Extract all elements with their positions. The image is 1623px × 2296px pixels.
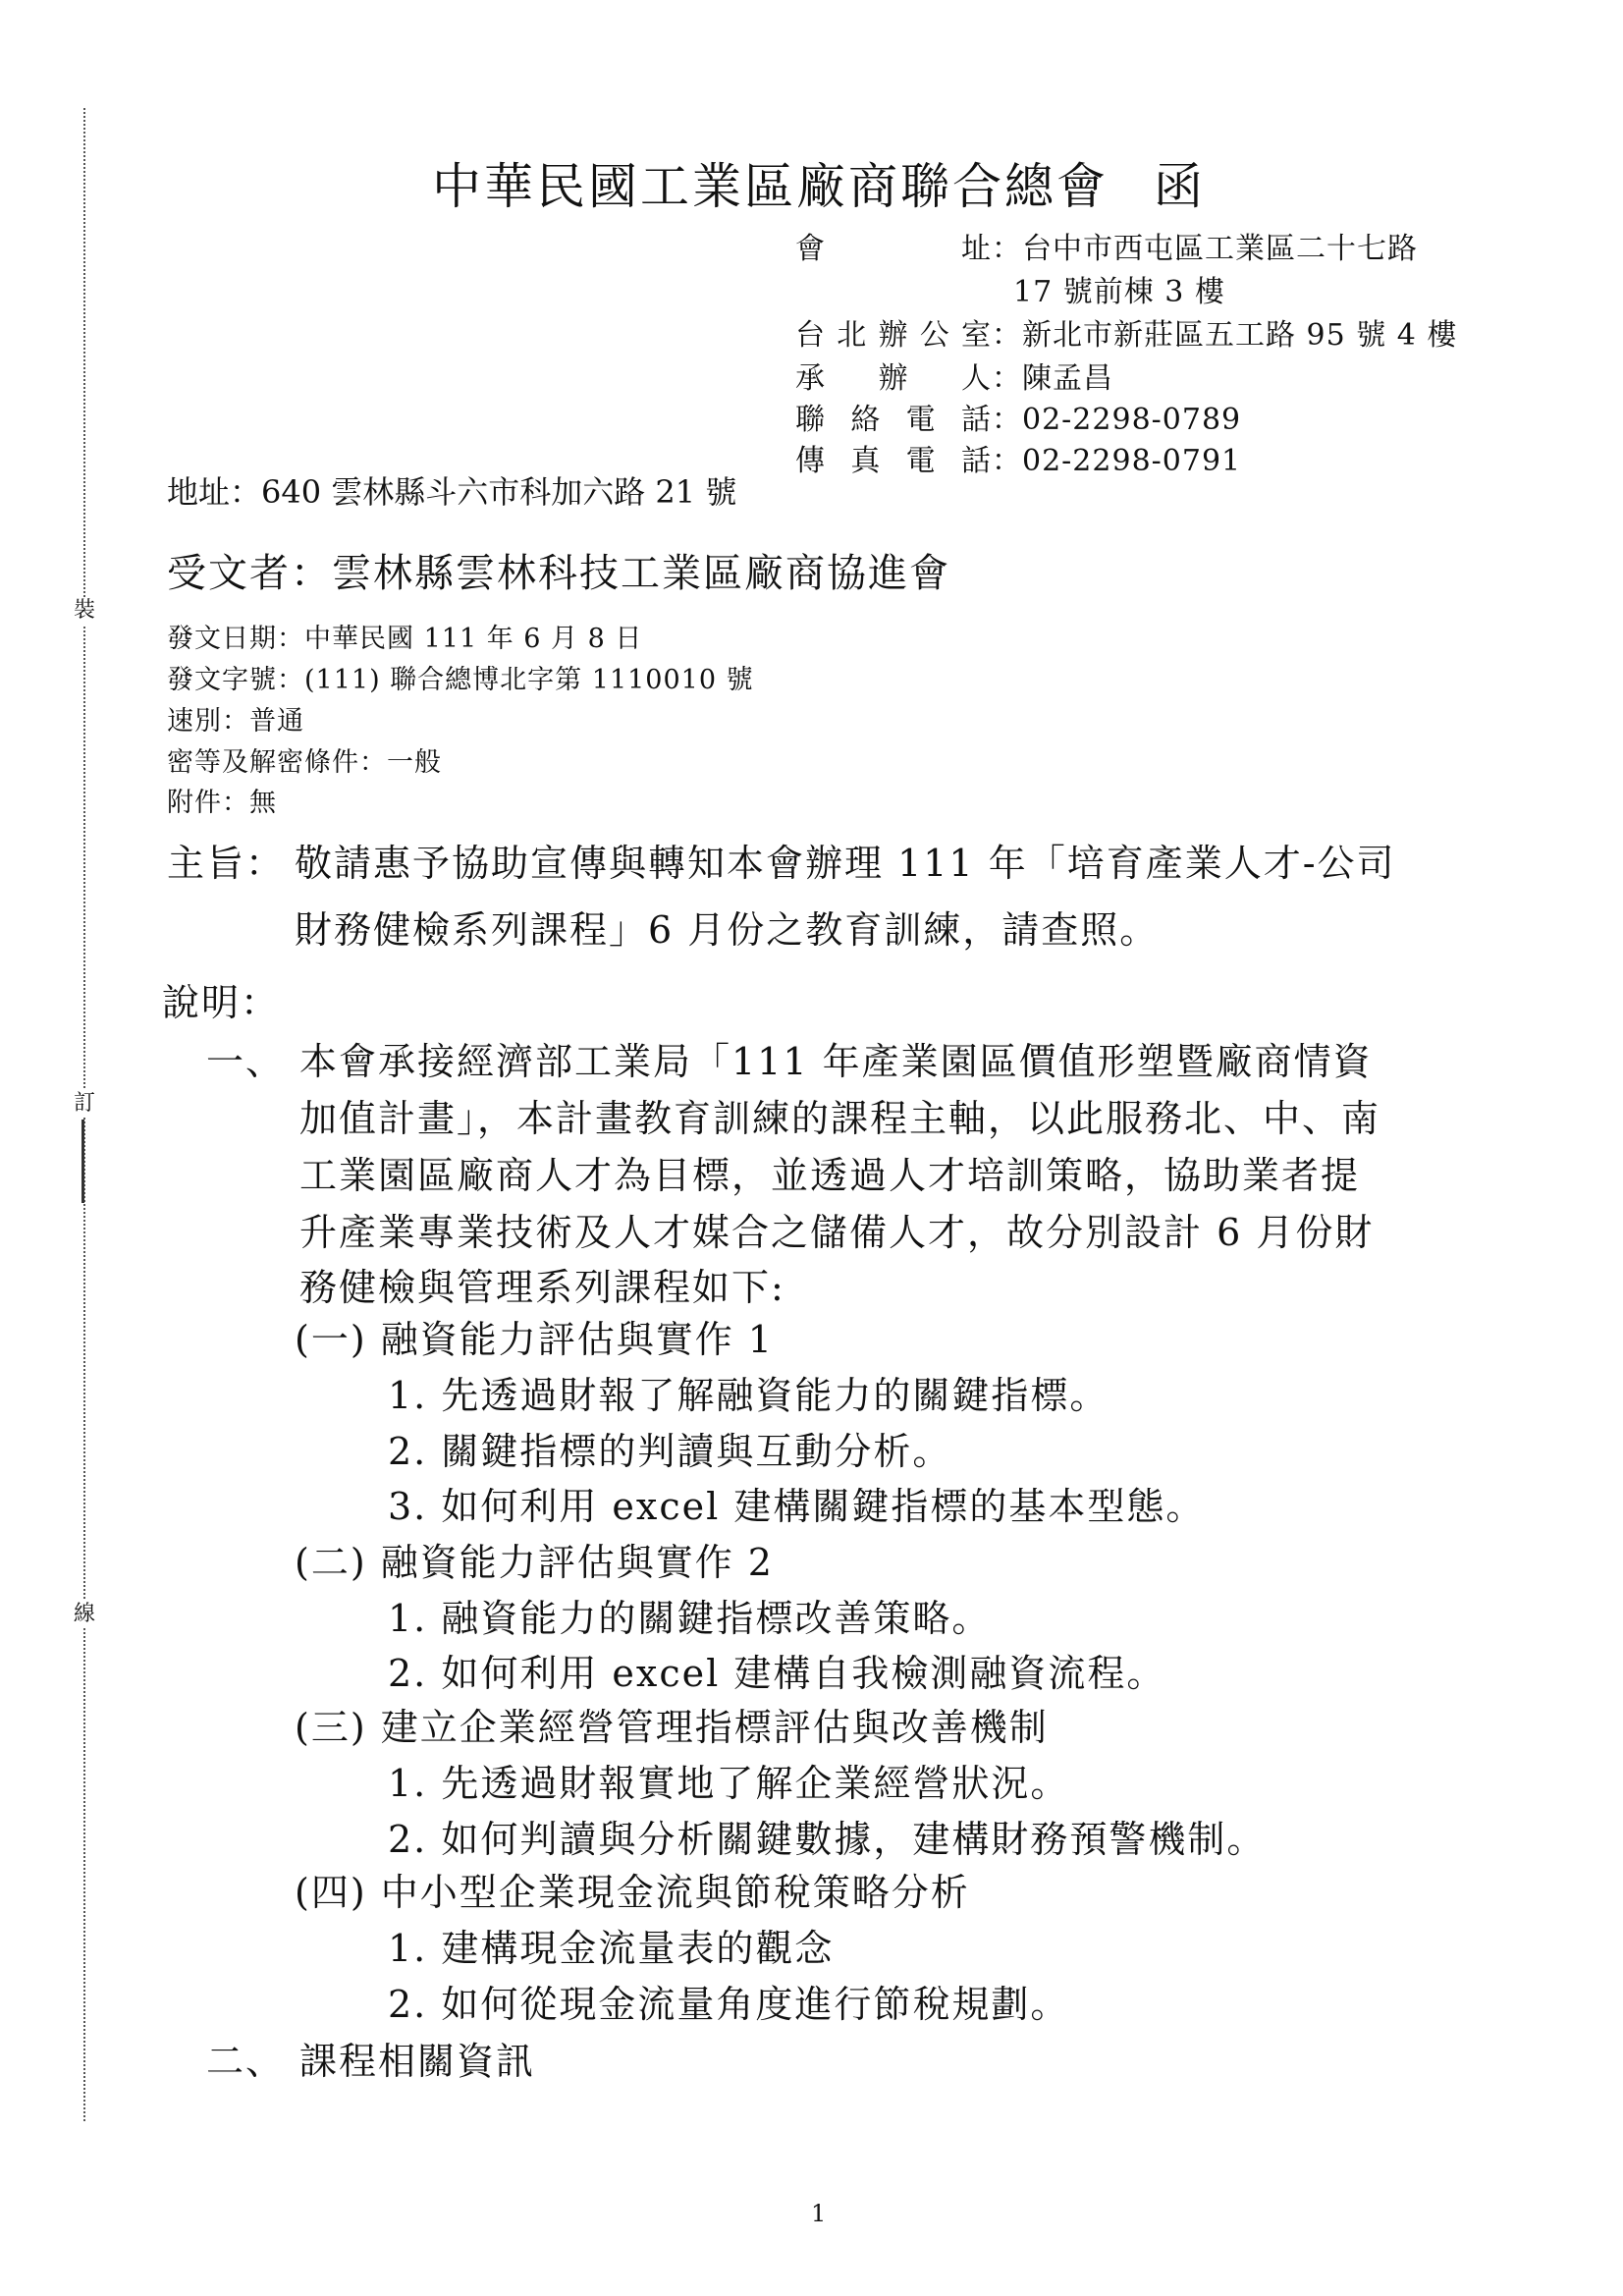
header-label: 聯絡電話	[795, 403, 992, 437]
subject-line: 敬請惠予協助宣傳與轉知本會辦理 111 年「培育產業人才-公司	[295, 842, 1396, 885]
issue-date: 發文日期：中華民國 111 年 6 月 8 日	[167, 624, 643, 654]
course-point: 3. 如何利用 excel 建構關鍵指標的基本型態。	[388, 1485, 1206, 1528]
item-line: 本會承接經濟部工業局「111 年產業園區價值形塑暨廠商情資	[299, 1040, 1373, 1083]
urgency: 速別：普通	[167, 706, 304, 737]
header-value: 17 號前棟 3 樓	[1013, 275, 1225, 309]
binding-char-bottom: 線	[73, 1602, 95, 1626]
doc-type: 函	[1154, 158, 1206, 215]
item-line: 務健檢與管理系列課程如下:	[299, 1266, 785, 1309]
explanation-label: 說明：	[162, 981, 281, 1024]
attachments: 附件：無	[167, 788, 277, 818]
course-title: (一) 融資能力評估與實作 1	[295, 1318, 774, 1361]
header-colon: ：	[992, 444, 1022, 478]
header-value: 02-2298-0789	[1022, 403, 1242, 437]
header-value: 02-2298-0791	[1022, 444, 1242, 478]
course-point: 1. 建構現金流量表的觀念	[388, 1927, 835, 1970]
course-point: 2. 如何利用 excel 建構自我檢測融資流程。	[388, 1652, 1166, 1695]
header-field-fax	[795, 436, 1241, 479]
course-title: (四) 中小型企業現金流與節稅策略分析	[295, 1871, 970, 1914]
page-number: 1	[811, 2200, 827, 2227]
course-point: 2. 如何判讀與分析關鍵數據，建構財務預警機制。	[388, 1818, 1267, 1861]
classification: 密等及解密條件：一般	[167, 747, 442, 778]
header-field-phone	[795, 395, 1241, 438]
header-field-taipei-office	[795, 310, 1457, 354]
header-label: 承 辦 人	[795, 361, 992, 396]
header-field-address-cont	[1013, 267, 1225, 310]
header-label: 台北辦公室	[795, 318, 992, 353]
item-number: 二、	[206, 2040, 286, 2083]
header-field-address	[795, 224, 1418, 267]
org-name: 中華民國工業區廠商聯合總會	[432, 158, 1109, 215]
letterhead-title	[432, 147, 1206, 218]
binding-char-middle: 訂	[73, 1091, 95, 1116]
course-title: (三) 建立企業經營管理指標評估與改善機制	[295, 1706, 1049, 1749]
header-value: 新北市新莊區五工路 95 號 4 樓	[1022, 318, 1458, 353]
course-point: 2. 關鍵指標的判讀與互動分析。	[388, 1430, 952, 1473]
course-point: 1. 先透過財報實地了解企業經營狀況。	[388, 1762, 1070, 1805]
header-colon: ：	[992, 403, 1022, 437]
header-value: 陳孟昌	[1022, 361, 1113, 396]
item-line: 加值計畫」，本計畫教育訓練的課程主軸，以此服務北、中、南	[299, 1097, 1381, 1140]
course-point: 2. 如何從現金流量角度進行節稅規劃。	[388, 1983, 1070, 2026]
binding-solid-mark	[81, 1120, 84, 1203]
header-label: 會 址	[795, 232, 992, 266]
header-field-handler	[795, 354, 1113, 397]
recipient: 受文者：雲林縣雲林科技工業區廠商協進會	[167, 551, 950, 596]
item-line: 工業園區廠商人才為目標，並透過人才培訓策略，協助業者提	[299, 1154, 1361, 1197]
header-value: 台中市西屯區工業區二十七路	[1022, 232, 1418, 266]
item-line: 課程相關資訊	[299, 2040, 536, 2083]
header-colon: ：	[992, 361, 1022, 396]
issue-number: 發文字號：(111) 聯合總博北字第 1110010 號	[167, 665, 754, 695]
binding-char-top: 裝	[73, 598, 95, 623]
header-colon: ：	[992, 232, 1022, 266]
subject-line: 財務健檢系列課程」6 月份之教育訓練，請查照。	[295, 908, 1160, 952]
header-label: 傳真電話	[795, 444, 992, 478]
header-colon: ：	[992, 318, 1022, 353]
course-point: 1. 融資能力的關鍵指標改善策略。	[388, 1597, 992, 1640]
course-point: 1. 先透過財報了解融資能力的關鍵指標。	[388, 1374, 1109, 1417]
course-title: (二) 融資能力評估與實作 2	[295, 1541, 774, 1584]
recipient-address: 地址：640 雲林縣斗六市科加六路 21 號	[167, 473, 737, 511]
item-line: 升產業專業技術及人才媒合之儲備人才，故分別設計 6 月份財	[299, 1211, 1375, 1254]
subject-label: 主旨：	[167, 842, 286, 885]
item-number: 一、	[206, 1040, 286, 1083]
